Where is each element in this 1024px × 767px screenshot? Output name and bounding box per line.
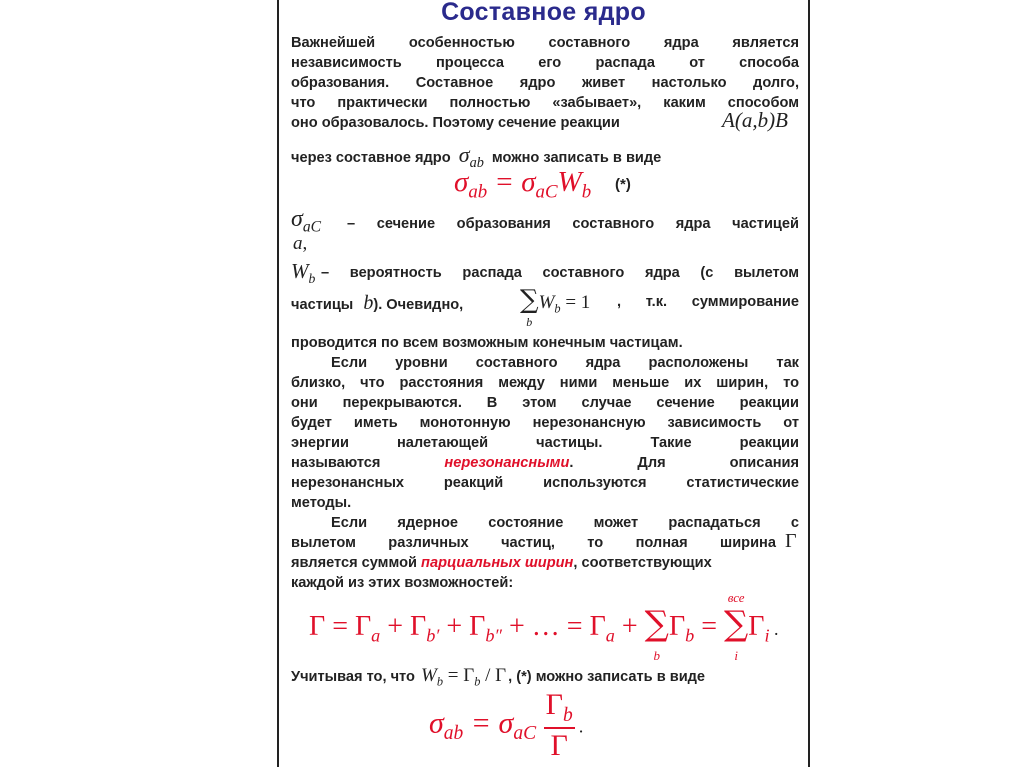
text-line: энергии налетающей частицы. Такие реакции [291,435,799,451]
text-line [291,294,463,316]
text-line: Если ядерное состояние может распадаться с [331,515,799,531]
text-line: близко, что расстояния между ними меньше их ширин, то [291,375,799,391]
text-fragment: можно записать в виде [491,150,662,166]
text-line [291,454,799,474]
sum-limit: i [734,648,738,663]
variable-b: b [363,292,374,314]
text-line: Если уровни составного ядра расположены так [331,355,799,371]
sum-limit: b [526,315,533,329]
text-line: что практически полностью «забывает», каким способом [291,95,799,111]
text-line: вылетом различных частиц, то полная ширина [291,535,776,551]
text-line: независимость процесса его распада от способа [291,55,799,71]
text-line: – вероятность распада составного ядра (с вылетом [321,265,799,281]
fraction-numerator: $\Gamma_b$ [544,688,575,729]
text-fragment: , соответствующих [573,555,712,571]
page-title: Составное ядро [441,0,646,26]
sum-symbol: ∑ b [520,285,539,329]
text-line: каждой из этих возможностей: [291,575,514,591]
document-page [277,0,810,767]
text-line: Важнейшей особенностью составного ядра является [291,35,799,51]
fraction-denominator: Γ [550,728,568,762]
text-fragment: является суммой [291,555,417,571]
equation-sigma-ab: $\sigma_{ab} = \sigma_{aC}W_b$ [454,166,592,203]
equation-final: $\sigma_{ab} = \sigma_{aC}$ $\frac{\Gamma_b}{\Gamma}$ . [429,688,584,762]
equation-gamma-sum: $\Gamma = \Gamma_a + \Gamma_{b'} + \Gamma_{b''}$ + … = $\Gamma_a$ + ∑ b $\Gamma_b$ = все ∑ i $\Gamma_i$ . [309,590,779,663]
sum-upper-limit: все [727,590,745,605]
text-line: нерезонансных реакций используются статистические [291,475,799,491]
sigma-ab-symbol: $\sigma_{ab}$ [458,142,484,171]
variable-a: a, [293,233,308,254]
text-fragment: , (*) можно записать в виде [508,669,706,685]
text-line [291,554,712,574]
text-fragment: ). Очевидно, [373,297,464,313]
variable-a-text: a [293,233,303,254]
fraction [544,688,575,763]
sum-symbol: все ∑ i [724,590,749,663]
text-fragment: через составное ядро [291,150,451,166]
highlight-nonresonant: нерезонансными [444,455,570,471]
text-fragment: называются [291,455,381,471]
text-line: – сечение образования составного ядра частицей [347,216,799,232]
text-line: методы. [291,495,352,511]
gamma-symbol: Γ [785,530,797,552]
text-fragment: Учитывая то, что [291,669,415,685]
text-fragment: . Для описания [569,455,799,471]
text-line: будет иметь монотонную нерезонансную зависимость от [291,415,799,431]
sum-symbol: ∑ b [644,604,669,663]
highlight-partial-widths: парциальных ширин [421,555,574,571]
reaction-formula: A(a,b)B [722,108,788,132]
wb-symbol: $W_b$ [291,259,316,286]
sum-wb-equation: ∑ b $W_b = 1$ [520,285,591,329]
text-fragment: , т.к. суммирование [617,294,799,310]
wb-ratio-formula: $W_b = \Gamma_b / \Gamma$ [420,665,507,689]
text-line: оно образовалось. Поэтому сечение реакции [291,115,620,131]
text-line: они перекрываются. В этом случае сечение реакции [291,395,799,411]
equation-label: (*) [615,176,631,193]
text-fragment: частицы [291,297,354,313]
text-line: проводится по всем возможным конечным частицам. [291,335,683,351]
sigma-ac-symbol: $\sigma_{aC}$ [291,206,322,236]
sum-limit: b [653,648,661,663]
text-line: образования. Составное ядро живет настолько долго, [291,75,799,91]
